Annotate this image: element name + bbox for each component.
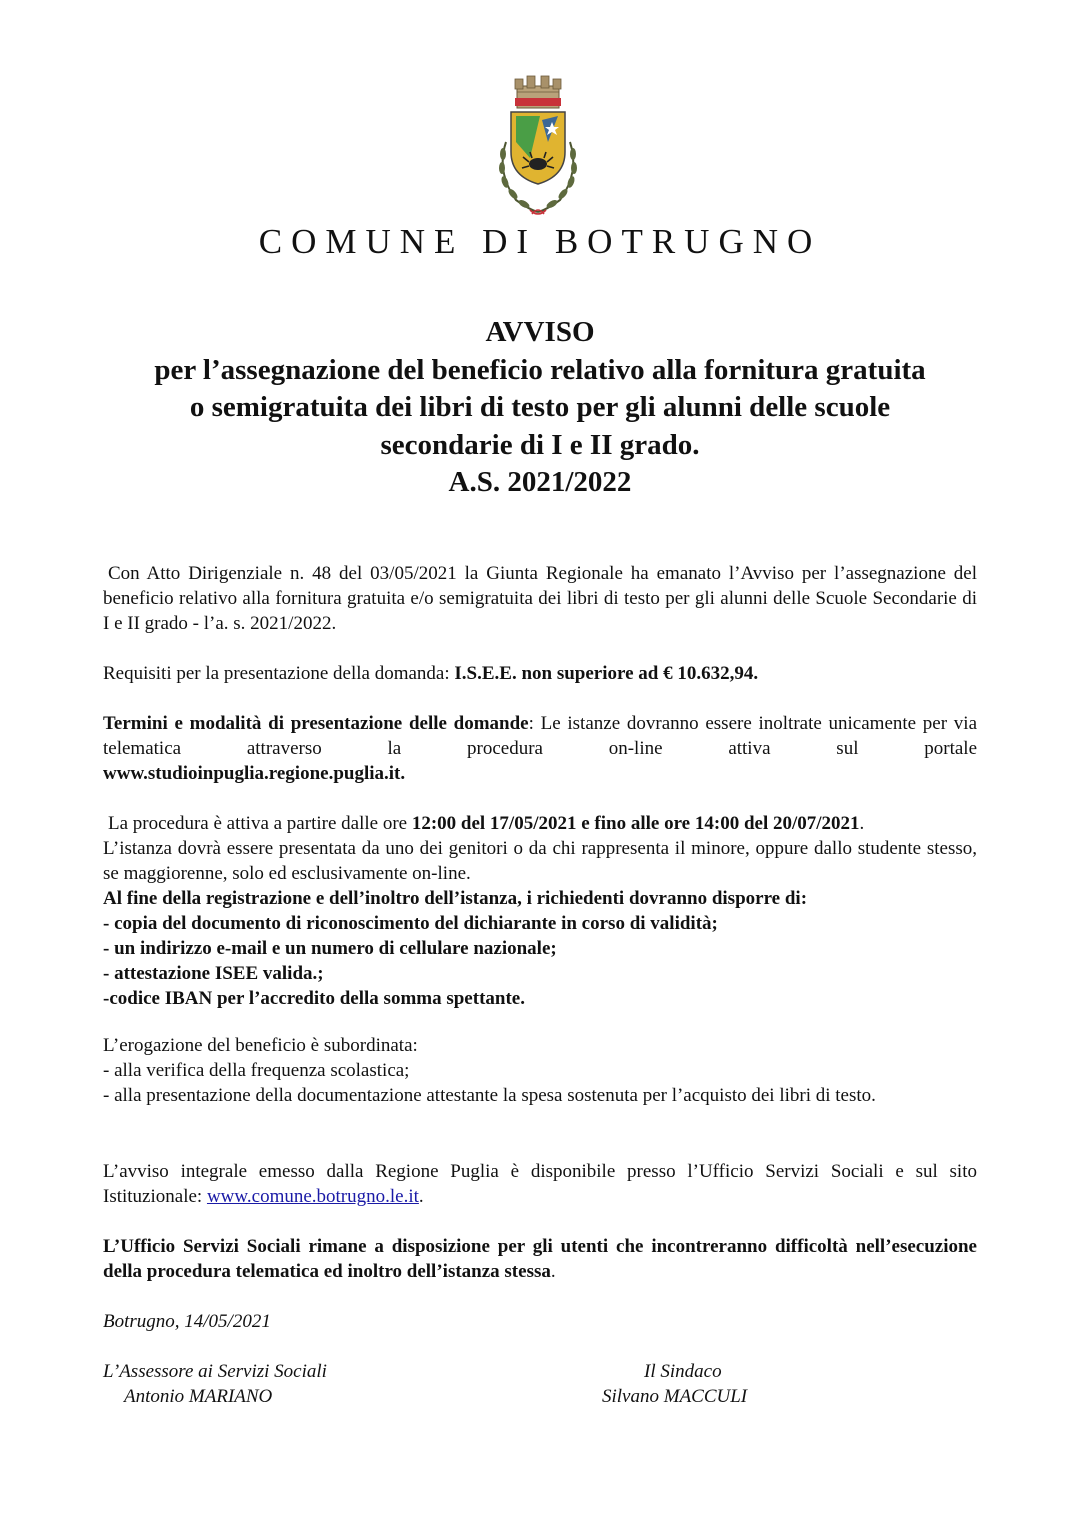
title-line-1: per l’assegnazione del beneficio relativo alla fornitura gratuita xyxy=(154,353,926,386)
assessore-name: Antonio MARIANO xyxy=(124,1386,273,1407)
erogazione-item: - alla verifica della frequenza scolastica; xyxy=(103,1060,410,1081)
requirement-item: - un indirizzo e-mail e un numero di cellulare nazionale; xyxy=(103,938,557,959)
termini-text: : Le istanze dovranno essere inoltrate unicamente per via telematica attraverso la procedura on-line attiva sul portale xyxy=(103,713,978,759)
ufficio-suffix: . xyxy=(550,1261,556,1282)
procedura-suffix: . xyxy=(859,813,865,834)
termini-label: Termini e modalità di presentazione delle domande xyxy=(103,713,529,734)
crown-icon xyxy=(515,76,561,108)
requisiti-label: Requisiti per la presentazione della domanda: xyxy=(103,663,455,684)
portal-url: www.studioinpuglia.regione.puglia.it. xyxy=(103,763,406,784)
title-line-2: o semigratuita dei libri di testo per gli alunni delle scuole xyxy=(189,391,891,423)
title-avviso: AVVISO xyxy=(485,316,595,348)
avviso-integrale-suffix: . xyxy=(418,1186,424,1207)
procedura-dates: 12:00 del 17/05/2021 e fino alle ore 14:00 del 20/07/2021 xyxy=(411,813,860,834)
erogazione-item: - alla presentazione della documentazione attestante la spesa sostenuta per l’acquisto dei libri di testo. xyxy=(103,1085,876,1106)
avviso-integrale-text: L’avviso integrale emesso dalla Regione Puglia è disponibile presso l’Ufficio Servizi Sociali e sul sito Istituzionale: xyxy=(103,1161,977,1207)
requirement-item: -codice IBAN per l’accredito della somma spettante. xyxy=(103,988,525,1009)
coat-of-arms-emblem xyxy=(486,72,590,222)
title-line-3: secondarie di I e II grado. xyxy=(380,428,700,461)
avviso-integrale-paragraph xyxy=(103,1159,977,1209)
notice-title xyxy=(90,314,990,502)
procedura-text: L’istanza dovrà essere presentata da uno dei genitori o da chi rappresenta il minore, oppure dallo studente stesso, se maggiorenne, solo ed esclusivamente on-line. xyxy=(103,838,977,884)
requisiti-value: I.S.E.E. non superiore ad € 10.632,94. xyxy=(454,663,759,684)
erogazione-intro: L’erogazione del beneficio è subordinata: xyxy=(103,1035,418,1056)
title-school-year: A.S. 2021/2022 xyxy=(448,466,632,498)
termini-paragraph xyxy=(103,711,977,786)
ufficio-text: L’Ufficio Servizi Sociali rimane a disposizione per gli utenti che incontreranno difficoltà nell’esecuzione della procedura telematica ed inoltro dell’istanza stessa xyxy=(103,1236,977,1282)
procedura-paragraph xyxy=(103,811,977,1011)
erogazione-paragraph xyxy=(103,1033,977,1108)
procedura-prefix: La procedura è attiva a partire dalle ore xyxy=(108,813,412,834)
ufficio-paragraph xyxy=(103,1234,977,1284)
requirement-item: - copia del documento di riconoscimento del dichiarante in corso di validità; xyxy=(103,913,718,934)
requirements-intro: Al fine della registrazione e dell’inoltro dell’istanza, i richiedenti dovranno disporre di: xyxy=(103,888,808,909)
place-date: Botrugno, 14/05/2021 xyxy=(103,1311,271,1332)
shield-icon xyxy=(511,112,565,184)
requirement-item: - attestazione ISEE valida.; xyxy=(103,963,324,984)
sindaco-role: Il Sindaco xyxy=(644,1361,722,1382)
municipality-header: COMUNE DI BOTRUGNO xyxy=(258,222,822,261)
sindaco-name: Silvano MACCULI xyxy=(602,1386,748,1407)
intro-paragraph: Con Atto Dirigenziale n. 48 del 03/05/2021 la Giunta Regionale ha emanato l’Avviso per l’assegnazione del beneficio relativo alla fornitura gratuita e/o semigratuita dei libri di testo per gli alunni delle Scuole Secondarie di I e II grado - l’a. s. 2021/2022. xyxy=(103,563,977,634)
assessore-role: L’Assessore ai Servizi Sociali xyxy=(103,1361,327,1382)
comune-website-link[interactable]: www.comune.botrugno.le.it xyxy=(206,1186,419,1207)
requisiti-paragraph xyxy=(103,661,977,686)
